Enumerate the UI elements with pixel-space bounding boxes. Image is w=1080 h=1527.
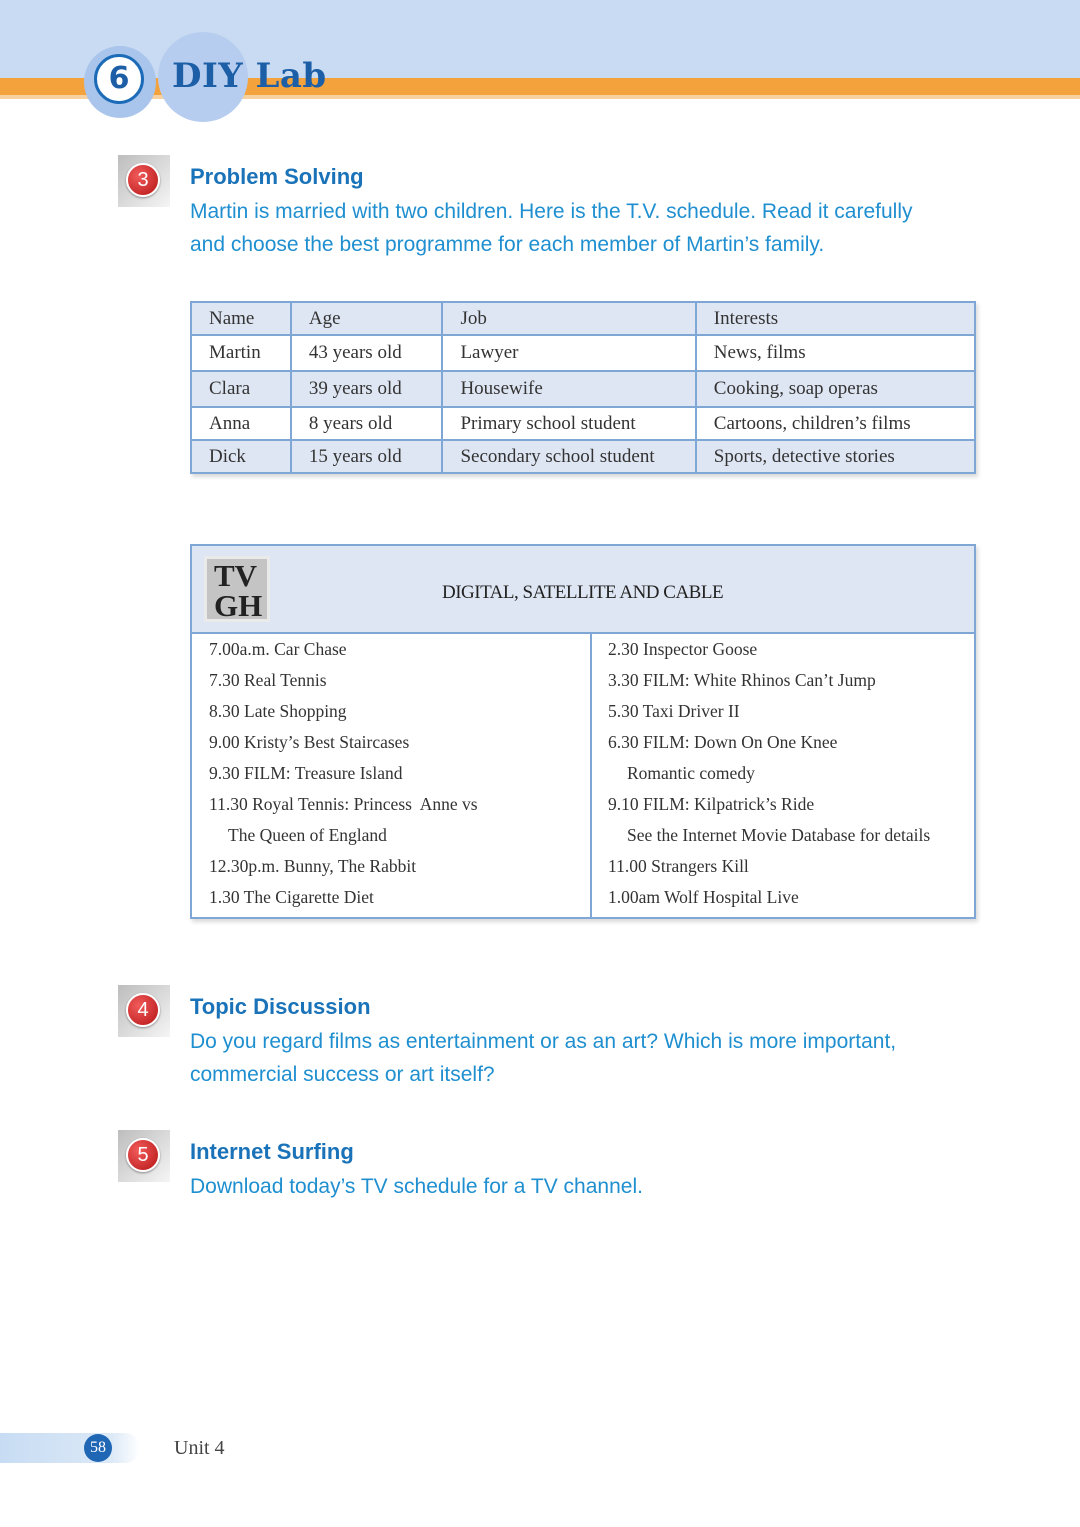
unit-label: Unit 4 [174, 1437, 225, 1459]
table-header-cell: Interests [696, 302, 975, 335]
table-row [191, 407, 975, 440]
unit-number-badge: 6 [94, 54, 144, 104]
section-body-problem-line1: Martin is married with two children. Here is the T.V. schedule. Read it carefully [190, 200, 913, 223]
schedule-item: 8.30 Late Shopping [209, 701, 347, 721]
schedule-item: 9.30 FILM: Treasure Island [209, 763, 403, 783]
schedule-item: 3.30 FILM: White Rhinos Can’t Jump [608, 670, 876, 690]
tv-schedule-heading: DIGITAL, SATELLITE AND CABLE [442, 582, 724, 603]
table-cell: Housewife [442, 371, 695, 407]
schedule-item: 11.30 Royal Tennis: Princess Anne vs [209, 794, 478, 814]
section-body-internet: Download today’s TV schedule for a TV channel. [190, 1175, 643, 1198]
table-cell: Primary school student [442, 407, 695, 440]
section-body-problem-line2: and choose the best programme for each member of Martin’s family. [190, 233, 825, 256]
tv-schedule [190, 544, 976, 919]
table-cell: News, films [696, 335, 975, 371]
page-title: DIY Lab [172, 56, 327, 96]
page-number: 58 [84, 1434, 112, 1462]
tv-logo-line1: TV [214, 558, 258, 593]
table-cell: Sports, detective stories [696, 440, 975, 473]
schedule-item: 1.00am Wolf Hospital Live [608, 887, 799, 907]
schedule-item: 11.00 Strangers Kill [608, 856, 749, 876]
schedule-item-continued: See the Internet Movie Database for details [627, 825, 931, 845]
table-cell: 8 years old [291, 407, 443, 440]
schedule-item-continued: The Queen of England [228, 825, 387, 845]
table-cell: 39 years old [291, 371, 443, 407]
schedule-item: 2.30 Inspector Goose [608, 639, 758, 659]
table-row [191, 371, 975, 407]
section-title-topic-discussion: Topic Discussion [190, 994, 371, 1019]
table-cell: Secondary school student [442, 440, 695, 473]
table-cell: Lawyer [442, 335, 695, 371]
section-number: 5 [126, 1138, 160, 1172]
tv-channel-logo [204, 556, 270, 622]
section-number: 4 [126, 993, 160, 1027]
table-row [191, 440, 975, 473]
section-5-badge [118, 1130, 170, 1182]
section-number: 3 [126, 163, 160, 197]
footer-bar [0, 1433, 140, 1463]
schedule-item: 7.00a.m. Car Chase [209, 639, 347, 659]
table-cell: 15 years old [291, 440, 443, 473]
schedule-item: 1.30 The Cigarette Diet [209, 887, 374, 907]
table-header-cell: Job [442, 302, 695, 335]
table-cell: Martin [191, 335, 291, 371]
schedule-item-continued: Romantic comedy [627, 763, 755, 783]
section-body-topic-line1: Do you regard films as entertainment or as an art? Which is more important, [190, 1030, 897, 1053]
schedule-item: 7.30 Real Tennis [209, 670, 327, 690]
table-cell: Clara [191, 371, 291, 407]
schedule-item: 9.00 Kristy’s Best Staircases [209, 732, 410, 752]
table-header-cell: Age [291, 302, 443, 335]
schedule-item: 6.30 FILM: Down On One Knee [608, 732, 838, 752]
schedule-item: 12.30p.m. Bunny, The Rabbit [209, 856, 417, 876]
schedule-item: 5.30 Taxi Driver II [608, 701, 740, 721]
table-cell: Cooking, soap operas [696, 371, 975, 407]
family-table [190, 301, 976, 474]
tv-logo-line2: GH [214, 588, 263, 623]
table-cell: Cartoons, children’s films [696, 407, 975, 440]
section-3-badge [118, 155, 170, 207]
table-row [191, 335, 975, 371]
table-cell: Dick [191, 440, 291, 473]
section-title-internet-surfing: Internet Surfing [190, 1139, 354, 1164]
table-cell: Anna [191, 407, 291, 440]
tv-schedule-header [192, 546, 974, 634]
section-4-badge [118, 985, 170, 1037]
section-body-topic-line2: commercial success or art itself? [190, 1063, 495, 1086]
tv-schedule-left-column [192, 634, 592, 917]
schedule-item: 9.10 FILM: Kilpatrick’s Ride [608, 794, 815, 814]
table-cell: 43 years old [291, 335, 443, 371]
table-header-row [191, 302, 975, 335]
section-title-problem-solving: Problem Solving [190, 164, 364, 189]
table-header-cell: Name [191, 302, 291, 335]
